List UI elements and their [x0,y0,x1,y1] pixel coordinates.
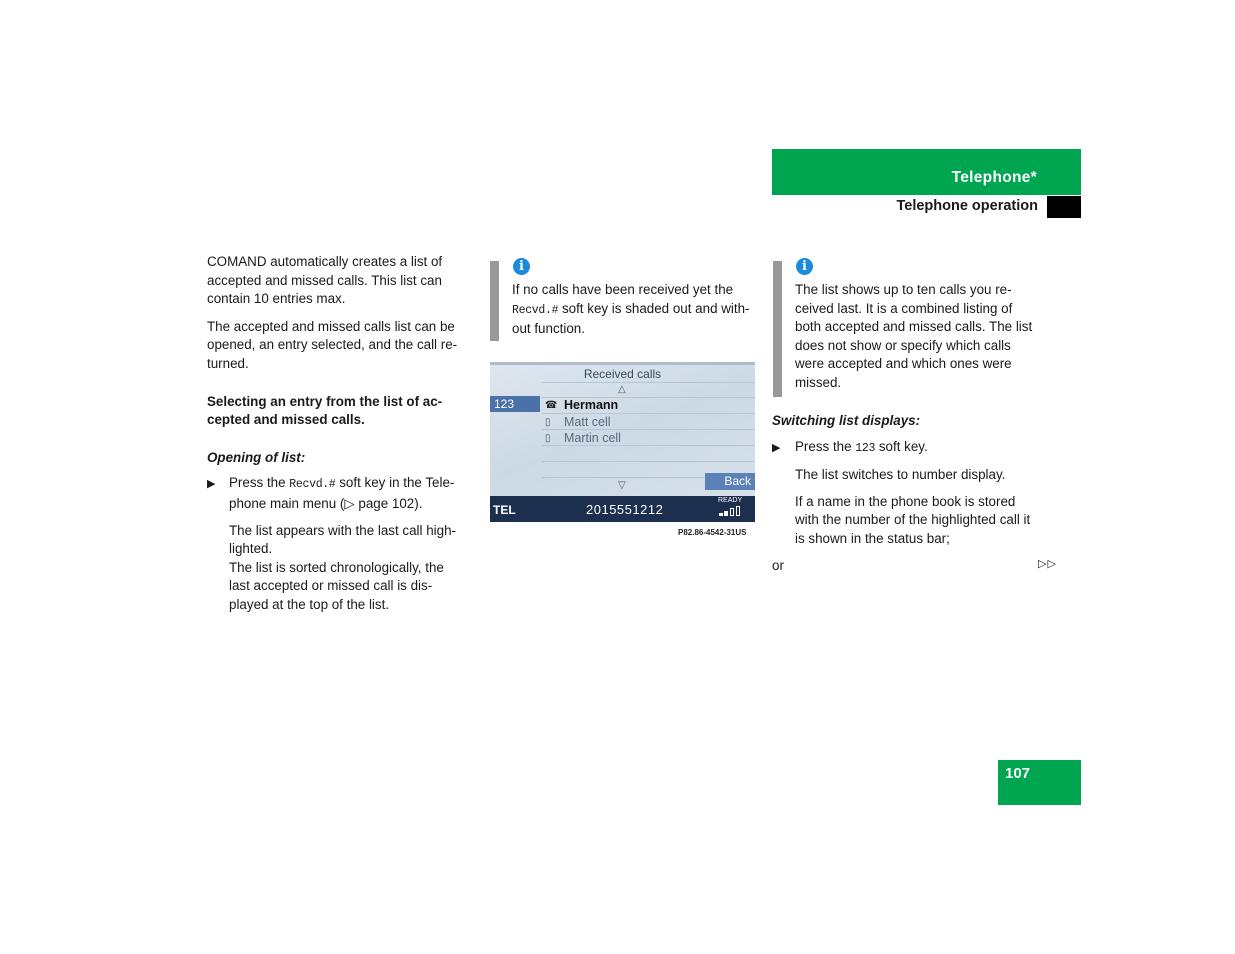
info-bar-left [490,261,499,341]
info-line-1: If no calls have been received yet the [512,282,734,297]
mobile-icon: ▯ [545,433,551,444]
info-line-3: out function. [512,321,585,337]
section-title: Telephone* [951,169,1037,186]
bullet-triangle-icon: ▶ [207,478,216,491]
switching-subheading: Switching list displays: [772,413,921,428]
info-note-middle [512,281,762,339]
info-line-2: soft key is shaded out and with- [558,300,750,316]
key-123-label: 123 [855,441,876,455]
page-number-box [998,760,1081,805]
scroll-down-icon[interactable]: ▽ [618,480,626,491]
status-ready: READY [718,497,743,504]
or-text: or [772,557,784,573]
scroll-up-icon[interactable]: △ [618,384,626,395]
entry-label: Martin cell [564,431,621,445]
info-recvd-key: Recvd.# [512,303,559,317]
opening-result-2: The list is sorted chronologically, the last accepted or missed call is dis-played at the top of the list. [229,559,444,612]
step-prefix: Press the [795,438,856,454]
entry-label: Matt cell [564,415,611,429]
switching-result-1: The list switches to number display. [795,467,1006,483]
info-icon: i [796,258,813,275]
opening-subheading: Opening of list: [207,449,306,465]
continued-arrow-icon: ▷▷ [1038,558,1057,570]
info-bar-right [773,261,782,397]
recvd-key-label: Recvd.# [289,478,336,492]
right-column [772,412,1062,575]
section-header-bar [772,149,1081,195]
status-number: 2015551212 [586,502,664,517]
step-prefix: Press the [229,475,290,491]
figure-code: P82.86-4542-31US [678,528,747,537]
status-mode: TEL [493,503,516,517]
info-text: The list shows up to ten calls you re-ceived last. It is a combined listing of both accepted and missed calls. The list does not show or specify which calls were accepted and which ones were missed. [795,282,1033,390]
entry-label: Hermann [564,398,619,412]
received-calls-screen [490,362,755,522]
step-suffix: soft key. [875,438,928,454]
subsection-marker [1047,196,1081,218]
list-paragraph: The accepted and missed calls list can be opened, an entry selected, and the call re-turned. [207,318,458,371]
back-softkey[interactable]: Back [705,473,755,490]
opening-result-1: The list appears with the last call high-lighted. [229,522,457,557]
switching-step [772,438,1062,549]
info-note-right [795,281,1035,393]
opening-step [207,474,475,614]
left-column [207,253,475,615]
intro-paragraph: COMAND automatically creates a list of accepted and missed calls. This list can contain 10 entries max. [207,254,443,307]
page-number: 107 [1005,765,1031,782]
switching-result-2: If a name in the phone book is stored with the number of the highlighted call it is shown in the status bar; [795,493,1031,546]
step-suffix-2: phone main menu (▷ page 102). [229,495,423,511]
mobile-icon: ▯ [545,417,551,428]
step-suffix-1: soft key in the Tele- [335,475,455,491]
softkey-123[interactable]: 123 [490,396,540,412]
subsection-title: Telephone operation [896,198,1038,214]
section-heading: Selecting an entry from the list of ac-cepted and missed calls. [207,393,443,428]
phonebook-icon: ☎ [545,400,558,411]
screen-title: Received calls [583,367,662,381]
signal-strength-icon [719,506,753,516]
info-icon: i [513,258,530,275]
bullet-triangle-icon: ▶ [772,441,781,454]
status-bar [490,496,755,522]
